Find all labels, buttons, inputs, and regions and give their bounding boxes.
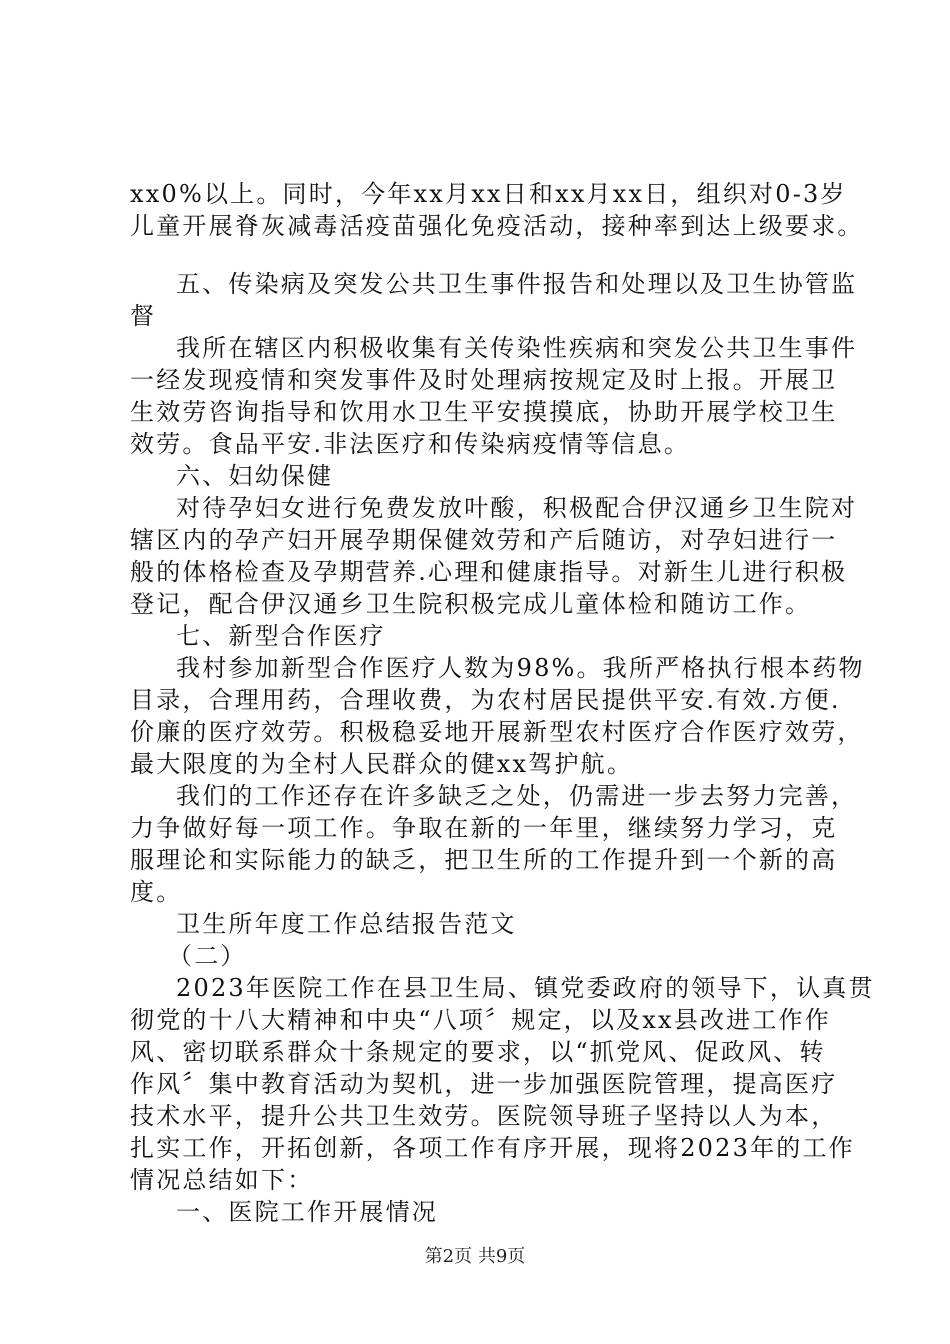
section-heading: 六、妇幼保健 [176, 462, 334, 490]
paragraph-line: 最大限度的为全村人民群众的健xx驾护航。 [130, 750, 634, 778]
paragraph-line: 生效劳咨询指导和饮用水卫生平安摸摸底，协助开展学校卫生 [130, 398, 838, 426]
paragraph-line: 风、密切联系群众十条规定的要求，以“抓党风、促政风、转 [130, 1038, 826, 1066]
paragraph-line: 彻党的十八大精神和中央“八项〞规定，以及xx县改进工作作 [130, 1006, 831, 1034]
paragraph-line: 我们的工作还存在许多缺乏之处，仍需进一步去努力完善， [176, 782, 858, 810]
section-heading: 督 [130, 302, 157, 330]
paragraph-line: 般的体格检查及孕期营养.心理和健康指导。对新生儿进行积极 [130, 558, 848, 586]
document-subtitle: （二） [168, 942, 247, 970]
paragraph-line: 辖区内的孕产妇开展孕期保健效劳和产后随访，对孕妇进行一 [130, 526, 838, 554]
paragraph-line: 2023年医院工作在县卫生局、镇党委政府的领导下，认真贯 [176, 974, 875, 1002]
document-title: 卫生所年度工作总结报告范文 [176, 910, 517, 938]
paragraph-line: 技术水平，提升公共卫生效劳。医院领导班子坚持以人为本， [130, 1102, 838, 1130]
section-heading: 七、新型合作医疗 [176, 622, 386, 650]
paragraph-line: 我村参加新型合作医疗人数为98%。我所严格执行根本药物 [176, 654, 865, 682]
paragraph-line: 作风〞集中教育活动为契机，进一步加强医院管理，提高医疗 [130, 1070, 838, 1098]
paragraph-line: 我所在辖区内积极收集有关传染性疾病和突发公共卫生事件 [176, 334, 858, 362]
paragraph-line: 扎实工作，开拓创新，各项工作有序开展，现将2023年的工作 [130, 1134, 855, 1162]
paragraph-line: 登记，配合伊汉通乡卫生院积极完成儿童体检和随访工作。 [130, 590, 812, 618]
section-heading: 五、传染病及突发公共卫生事件报告和处理以及卫生协管监 [176, 270, 858, 298]
page-number-footer: 第2页 共9页 [424, 1246, 526, 1267]
paragraph-line: 效劳。食品平安.非法医疗和传染病疫情等信息。 [130, 430, 691, 458]
paragraph-line: 儿童开展脊灰减毒活疫苗强化免疫活动，接种率到达上级要求。 [130, 212, 864, 240]
paragraph-line: 目录，合理用药，合理收费，为农村居民提供平安.有效.方便. [130, 686, 841, 714]
paragraph-line: 对待孕妇女进行免费发放叶酸，积极配合伊汉通乡卫生院对 [176, 494, 858, 522]
paragraph-line: 度。 [130, 878, 183, 906]
paragraph-line: 力争做好每一项工作。争取在新的一年里，继续努力学习，克 [130, 814, 838, 842]
paragraph-line: 价廉的医疗效劳。积极稳妥地开展新型农村医疗合作医疗效劳， [130, 718, 864, 746]
paragraph-line: 服理论和实际能力的缺乏，把卫生所的工作提升到一个新的高 [130, 846, 838, 874]
paragraph-line: 一经发现疫情和突发事件及时处理病按规定及时上报。开展卫 [130, 366, 838, 394]
paragraph-line: xx0%以上。同时，今年xx月xx日和xx月xx日，组织对0-3岁 [130, 180, 847, 208]
section-heading: 一、医院工作开展情况 [176, 1198, 438, 1226]
paragraph-line: 情况总结如下： [130, 1166, 314, 1194]
